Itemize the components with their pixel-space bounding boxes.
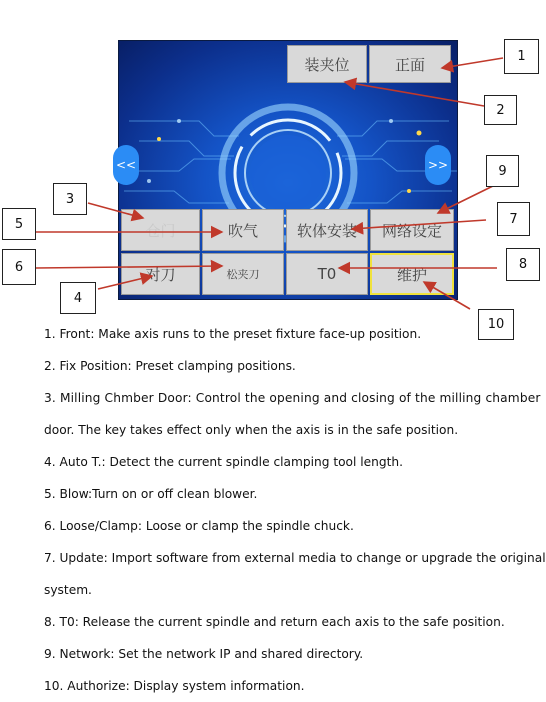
- hmi-screen: [115, 40, 458, 300]
- desc-line-6: 5. Blow:Turn on or off clean blower.: [44, 487, 258, 501]
- nav-left-button[interactable]: <<: [113, 145, 139, 185]
- description-list: [44, 318, 546, 702]
- desc-line-2: 2. Fix Position: Preset clamping positions.: [44, 359, 296, 373]
- hmi-figure: [0, 0, 543, 332]
- callout-8: 8: [506, 248, 540, 281]
- callout-10: 10: [478, 309, 514, 340]
- callout-6: 6: [2, 249, 36, 285]
- network-button[interactable]: 网络设定: [370, 209, 454, 251]
- door-button[interactable]: 仓门: [121, 209, 200, 251]
- auto-t-button[interactable]: 对刀: [121, 253, 200, 295]
- callout-2: 2: [484, 95, 517, 125]
- desc-line-10: 8. T0: Release the current spindle and return each axis to the safe position.: [44, 615, 505, 629]
- callout-9: 9: [486, 155, 519, 187]
- desc-line-1: 1. Front: Make axis runs to the preset fixture face-up position.: [44, 327, 422, 341]
- desc-line-3: 3. Milling Chmber Door: Control the opening and closing of the milling chamber: [44, 391, 541, 405]
- blow-button[interactable]: 吹气: [202, 209, 284, 251]
- desc-line-12: 10. Authorize: Display system information.: [44, 679, 305, 693]
- desc-line-11: 9. Network: Set the network IP and shared directory.: [44, 647, 364, 661]
- desc-line-9: system.: [44, 583, 92, 597]
- callout-4: 4: [60, 282, 96, 314]
- desc-line-4: door. The key takes effect only when the axis is in the safe position.: [44, 423, 459, 437]
- desc-line-7: 6. Loose/Clamp: Loose or clamp the spindle chuck.: [44, 519, 354, 533]
- loose-clamp-button[interactable]: 松夹刀: [202, 253, 284, 295]
- callout-1: 1: [504, 39, 539, 74]
- nav-right-button[interactable]: >>: [425, 145, 451, 185]
- front-button[interactable]: 正面: [369, 45, 451, 83]
- clamp-position-button[interactable]: 装夹位: [287, 45, 367, 83]
- callout-7: 7: [497, 202, 530, 236]
- desc-line-8: 7. Update: Import software from external media to change or upgrade the original: [44, 551, 546, 565]
- t0-button[interactable]: T0: [286, 253, 368, 295]
- callout-3: 3: [53, 183, 87, 215]
- desc-line-5: 4. Auto T.: Detect the current spindle clamping tool length.: [44, 455, 403, 469]
- authorize-button[interactable]: 维护: [370, 253, 454, 295]
- callout-5: 5: [2, 208, 36, 240]
- update-button[interactable]: 软体安装: [286, 209, 368, 251]
